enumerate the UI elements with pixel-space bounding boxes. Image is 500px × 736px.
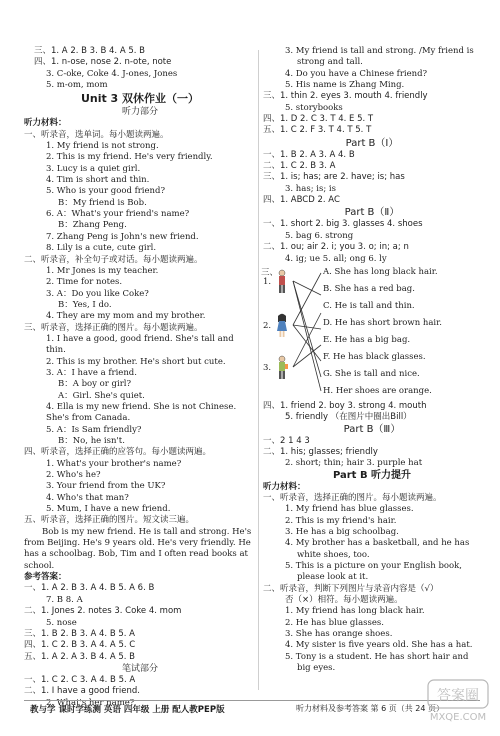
answer-line: 一、1. B 2. A 3. A 4. B — [263, 149, 355, 160]
script-line: 1. My friend has long black hair. — [285, 606, 425, 617]
answer-line: 3. My friend is tall and strong. /My friend is — [285, 46, 474, 56]
script-line: B：My friend is Bob. — [58, 197, 147, 208]
match-option: D. He has short brown hair. — [323, 317, 442, 328]
script-line: 6. A：What's your friend's name? — [46, 209, 190, 220]
part-b2-title: Part B（Ⅱ） — [344, 207, 400, 219]
answer-line: 3. C-oke, Coke 4. J-ones, Jones — [46, 68, 178, 79]
answer-line: 一、2 1 4 3 — [263, 435, 310, 446]
answer-line: 3. has; is; is — [285, 183, 337, 194]
right-column — [263, 46, 481, 674]
listening-section-heading: 听力部分 — [121, 107, 158, 118]
answer-line: 四、1. ABCD 2. AC — [263, 195, 340, 206]
script-line: 3. A：Do you like Coke? — [46, 288, 149, 299]
match-option: E. He has a big bag. — [323, 334, 411, 345]
script-line: 1. What's your brother's name? — [46, 458, 182, 469]
materials-heading: 听力材料： — [24, 118, 67, 129]
script-line: 5. A：Is Sam friendly? — [46, 424, 142, 435]
script-line: 3. He has a big schoolbag. — [285, 526, 399, 537]
answer-line: 一、1. C 2. C 3. A 4. B 5. A — [24, 674, 136, 685]
match-number: 2. — [263, 320, 272, 331]
match-option: H. Her shoes are orange. — [323, 385, 432, 396]
answer-line: 五、1. C 2. F 3. T 4. T 5. T — [263, 125, 372, 136]
match-number: 3. — [263, 362, 272, 373]
answer-line: 五、1. A 2. A 3. B 4. A 5. B — [24, 651, 135, 662]
answer-line: 5. m-om, mom — [46, 80, 108, 91]
question-title: 五、听录音，选择正确的图片。短文读三遍。 — [24, 515, 195, 526]
match-option: F. He has black glasses. — [323, 351, 426, 362]
answer-line: 5. friendly （在图片中圈出Bill） — [285, 412, 412, 423]
answer-line: 四、1. C 2. B 3. A 4. A 5. C — [24, 640, 136, 651]
script-line: 8. Lily is a cute, cute girl. — [46, 243, 157, 254]
script-line: 4. Tim is short and thin. — [46, 175, 150, 186]
match-option: A. She has long black hair. — [323, 266, 438, 277]
script-line: 2. Time for notes. — [46, 277, 123, 288]
script-line: 5. This is a picture on your English book, — [285, 560, 462, 571]
answer-line: 一、1. A 2. B 3. A 4. B 5. A 6. B — [24, 583, 155, 594]
answer-line: 三、1. is; has; are 2. have; is; has — [263, 172, 405, 183]
matching-diagram — [263, 267, 481, 401]
script-line: 3. Lucy is a quiet girl. — [46, 163, 141, 174]
script-line: B：Zhang Peng. — [58, 220, 127, 231]
answer-line: 4. Do you have a Chinese friend? — [285, 68, 428, 79]
answer-line: 2. What's her name? — [46, 697, 135, 708]
script-line: B：A boy or girl? — [58, 379, 132, 390]
part-b3-title: Part B（Ⅲ） — [343, 423, 401, 435]
materials-heading: 听力材料： — [263, 481, 306, 492]
page-footer — [24, 697, 480, 715]
answers-heading: 参考答案： — [24, 572, 67, 583]
script-line: 3. She has orange shoes. — [285, 629, 393, 640]
question-number: 三、 — [261, 267, 279, 278]
question-title: 四、听录音，选择正确的应答句。每小题读两遍。 — [24, 447, 212, 458]
question-title: 一、听录音，选单词。每小题读两遍。 — [24, 129, 169, 140]
question-title: 一、听录音，选择正确的图片。每小题读两遍。 — [263, 492, 442, 503]
script-line: 2. This is my brother. He's short but cute. — [46, 356, 226, 367]
script-line: 5. Tony is a student. He has short hair and — [285, 651, 469, 662]
answer-line: 5. bag 6. strong — [285, 230, 354, 241]
script-line: 4. They are my mom and my brother. — [46, 311, 206, 322]
answer-line: 5. His name is Zhang Ming. — [285, 80, 405, 91]
passage-text: Bob is my new friend. He is tall and strong. He's from Beijing. He's 9 years old. He's very friendly. He has a schoolbag. Bob, Tim and I often read books at school. — [24, 526, 252, 571]
answer-line: 四、1. friend 2. boy 3. strong 4. mouth — [263, 400, 427, 411]
answer-line: 二、1. C 2. B 3. A — [263, 161, 336, 172]
answer-line: 5. nose — [46, 617, 77, 628]
answer-line: 二、1. his; glasses; friendly — [263, 446, 378, 457]
script-line: please look at it. — [297, 572, 369, 583]
answer-line: 7. B 8. A — [46, 594, 83, 605]
script-line: 1. My friend has blue glasses. — [285, 504, 414, 515]
answer-line: 四、1. n-ose, nose 2. n-ote, note — [34, 57, 172, 68]
left-column — [24, 46, 256, 709]
script-line: 3. Your friend from the UK? — [46, 481, 166, 492]
answer-line: 二、1. ou; air 2. i; you 3. o; in; a; n — [263, 242, 409, 253]
script-line: 1. My friend is not strong. — [46, 141, 159, 152]
script-line: 5. Mum, I have a new friend. — [46, 504, 171, 515]
script-line: 2. He has blue glasses. — [285, 617, 384, 628]
page-number: 听力材料及参考答案 第 6 页（共 24 页） — [296, 704, 444, 713]
script-line: 4. Who's that man? — [46, 492, 129, 503]
question-title: 否（×）相符。每小题读两遍。 — [285, 595, 403, 605]
match-option: G. She is tall and nice. — [323, 368, 420, 379]
answer-line: 5. storybooks — [285, 102, 343, 113]
script-line: big eyes. — [297, 663, 336, 674]
unit-title: Unit 3 双休作业（一） — [80, 92, 200, 106]
girl-figure-icon — [275, 313, 289, 339]
match-option: B. She has a red bag. — [323, 283, 415, 294]
script-line: 1. I have a good, good friend. She's tall and — [46, 333, 234, 344]
script-line: thin. — [46, 345, 66, 356]
question-title: 二、听录音，补全句子或对话。每小题读两遍。 — [24, 254, 203, 265]
answer-line: 四、1. D 2. C 3. T 4. E 5. T — [263, 114, 374, 125]
script-line: 4. Ella is my new friend. She is not Chinese. — [46, 401, 237, 412]
script-line: white shoes, too. — [297, 549, 370, 560]
answer-line: 三、1. A 2. B 3. B 4. A 5. B — [34, 46, 145, 56]
watermark-logo-text: 答案圈 — [437, 688, 479, 704]
answer-line: 二、1. I have a good friend. — [24, 686, 140, 697]
question-title: 三、听录音，选择正确的图片。每小题读两遍。 — [24, 322, 203, 333]
watermark-url: MXQE.COM — [429, 712, 487, 723]
answer-line: 2. short; thin; hair 3. purple hat — [285, 458, 423, 469]
script-line: 7. Zhang Peng is John's new friend. — [46, 231, 199, 242]
answer-line: 三、1. thin 2. eyes 3. mouth 4. friendly — [263, 91, 428, 102]
question-title: 二、听录音，判断下列图片与录音内容是（√） — [263, 583, 439, 594]
book-title: 教与学 课时学练测 英语 四年级 上册 配人教PEP版 — [30, 705, 225, 715]
child-figure-icon — [275, 355, 289, 381]
watermark-logo — [422, 676, 494, 726]
part-b-listening-title: Part B 听力提升 — [332, 469, 412, 481]
script-line: 2. This is my friend's hair. — [285, 515, 397, 526]
boy-figure-icon — [275, 269, 289, 295]
match-number: 1. — [263, 276, 272, 287]
column-divider — [258, 50, 259, 690]
script-line: B：No, he isn't. — [58, 436, 125, 446]
script-line: 4. My brother has a basketball, and he has — [285, 538, 470, 549]
script-line: 5. Who is your good friend? — [46, 186, 166, 197]
answer-line: 4. ig; ue 5. all; ong 6. ly — [285, 253, 387, 264]
match-option: C. He is tall and thin. — [323, 300, 415, 311]
script-line: 3. A：I have a friend. — [46, 367, 137, 378]
answer-line: 一、1. short 2. big 3. glasses 4. shoes — [263, 219, 423, 230]
script-line: She's from Canada. — [46, 413, 131, 424]
part-b1-title: Part B（Ⅰ） — [345, 137, 399, 149]
written-section-heading: 笔试部分 — [121, 663, 158, 674]
script-line: 2. Who's he? — [46, 470, 101, 481]
script-line: 2. This is my friend. He's very friendly. — [46, 152, 213, 163]
answer-line: 二、1. Jones 2. notes 3. Coke 4. mom — [24, 606, 182, 617]
script-line: B：Yes, I do. — [58, 299, 112, 310]
answer-line: 三、1. B 2. B 3. A 4. B 5. A — [24, 628, 135, 639]
script-line: 4. My sister is five years old. She has a hat. — [285, 640, 473, 651]
script-line: A：Girl. She's quiet. — [58, 390, 145, 401]
script-line: 1. Mr Jones is my teacher. — [46, 265, 159, 276]
answer-line: strong and tall. — [297, 57, 363, 68]
